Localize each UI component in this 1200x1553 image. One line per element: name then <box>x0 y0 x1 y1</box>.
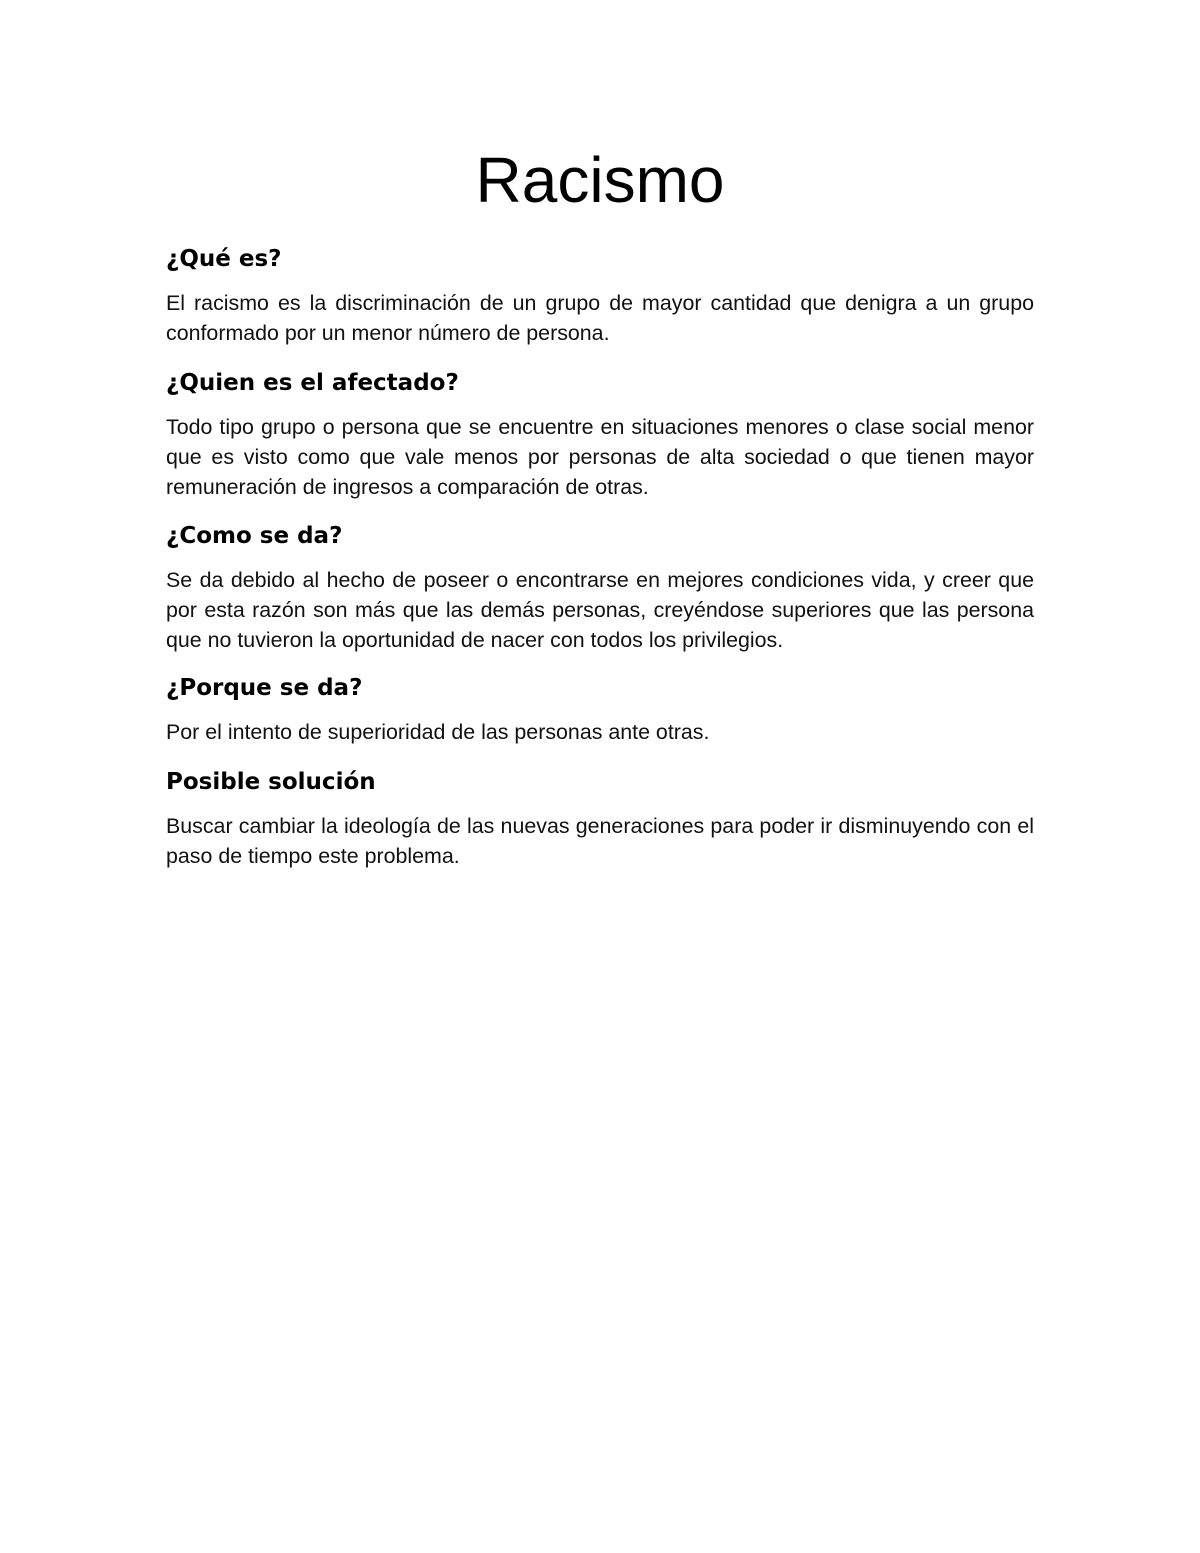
section-paragraph: El racismo es la discriminación de un grupo de mayor cantidad que denigra a un grupo conformado por un menor número de persona. <box>166 291 1034 345</box>
section-paragraph: Se da debido al hecho de poseer o encontrarse en mejores condiciones vida, y creer que por esta razón son más que las demás personas, creyéndose superiores que las persona que no tuvieron la oportunidad de nacer con todos los privilegios. <box>166 568 1034 652</box>
section-como-se-da <box>166 521 1034 655</box>
section-heading: ¿Qué es? <box>166 246 282 272</box>
section-porque-se-da <box>166 673 1034 747</box>
section-paragraph: Buscar cambiar la ideología de las nuevas generaciones para poder ir disminuyendo con el paso de tiempo este problema. <box>166 814 1034 868</box>
section-paragraph: Por el intento de superioridad de las personas ante otras. <box>166 720 710 744</box>
section-heading: ¿Como se da? <box>166 523 343 549</box>
section-heading: ¿Porque se da? <box>166 675 363 701</box>
section-que-es <box>166 244 1034 348</box>
section-paragraph: Todo tipo grupo o persona que se encuentre en situaciones menores o clase social menor que es visto como que vale menos por personas de alta sociedad o que tienen mayor remuneración de ingresos a comparación de otras. <box>166 415 1034 499</box>
section-heading: ¿Quien es el afectado? <box>166 370 459 396</box>
section-posible-solucion <box>166 767 1034 871</box>
document-title: Racismo <box>475 144 725 216</box>
section-heading: Posible solución <box>166 769 376 795</box>
section-quien-es-el-afectado <box>166 368 1034 502</box>
